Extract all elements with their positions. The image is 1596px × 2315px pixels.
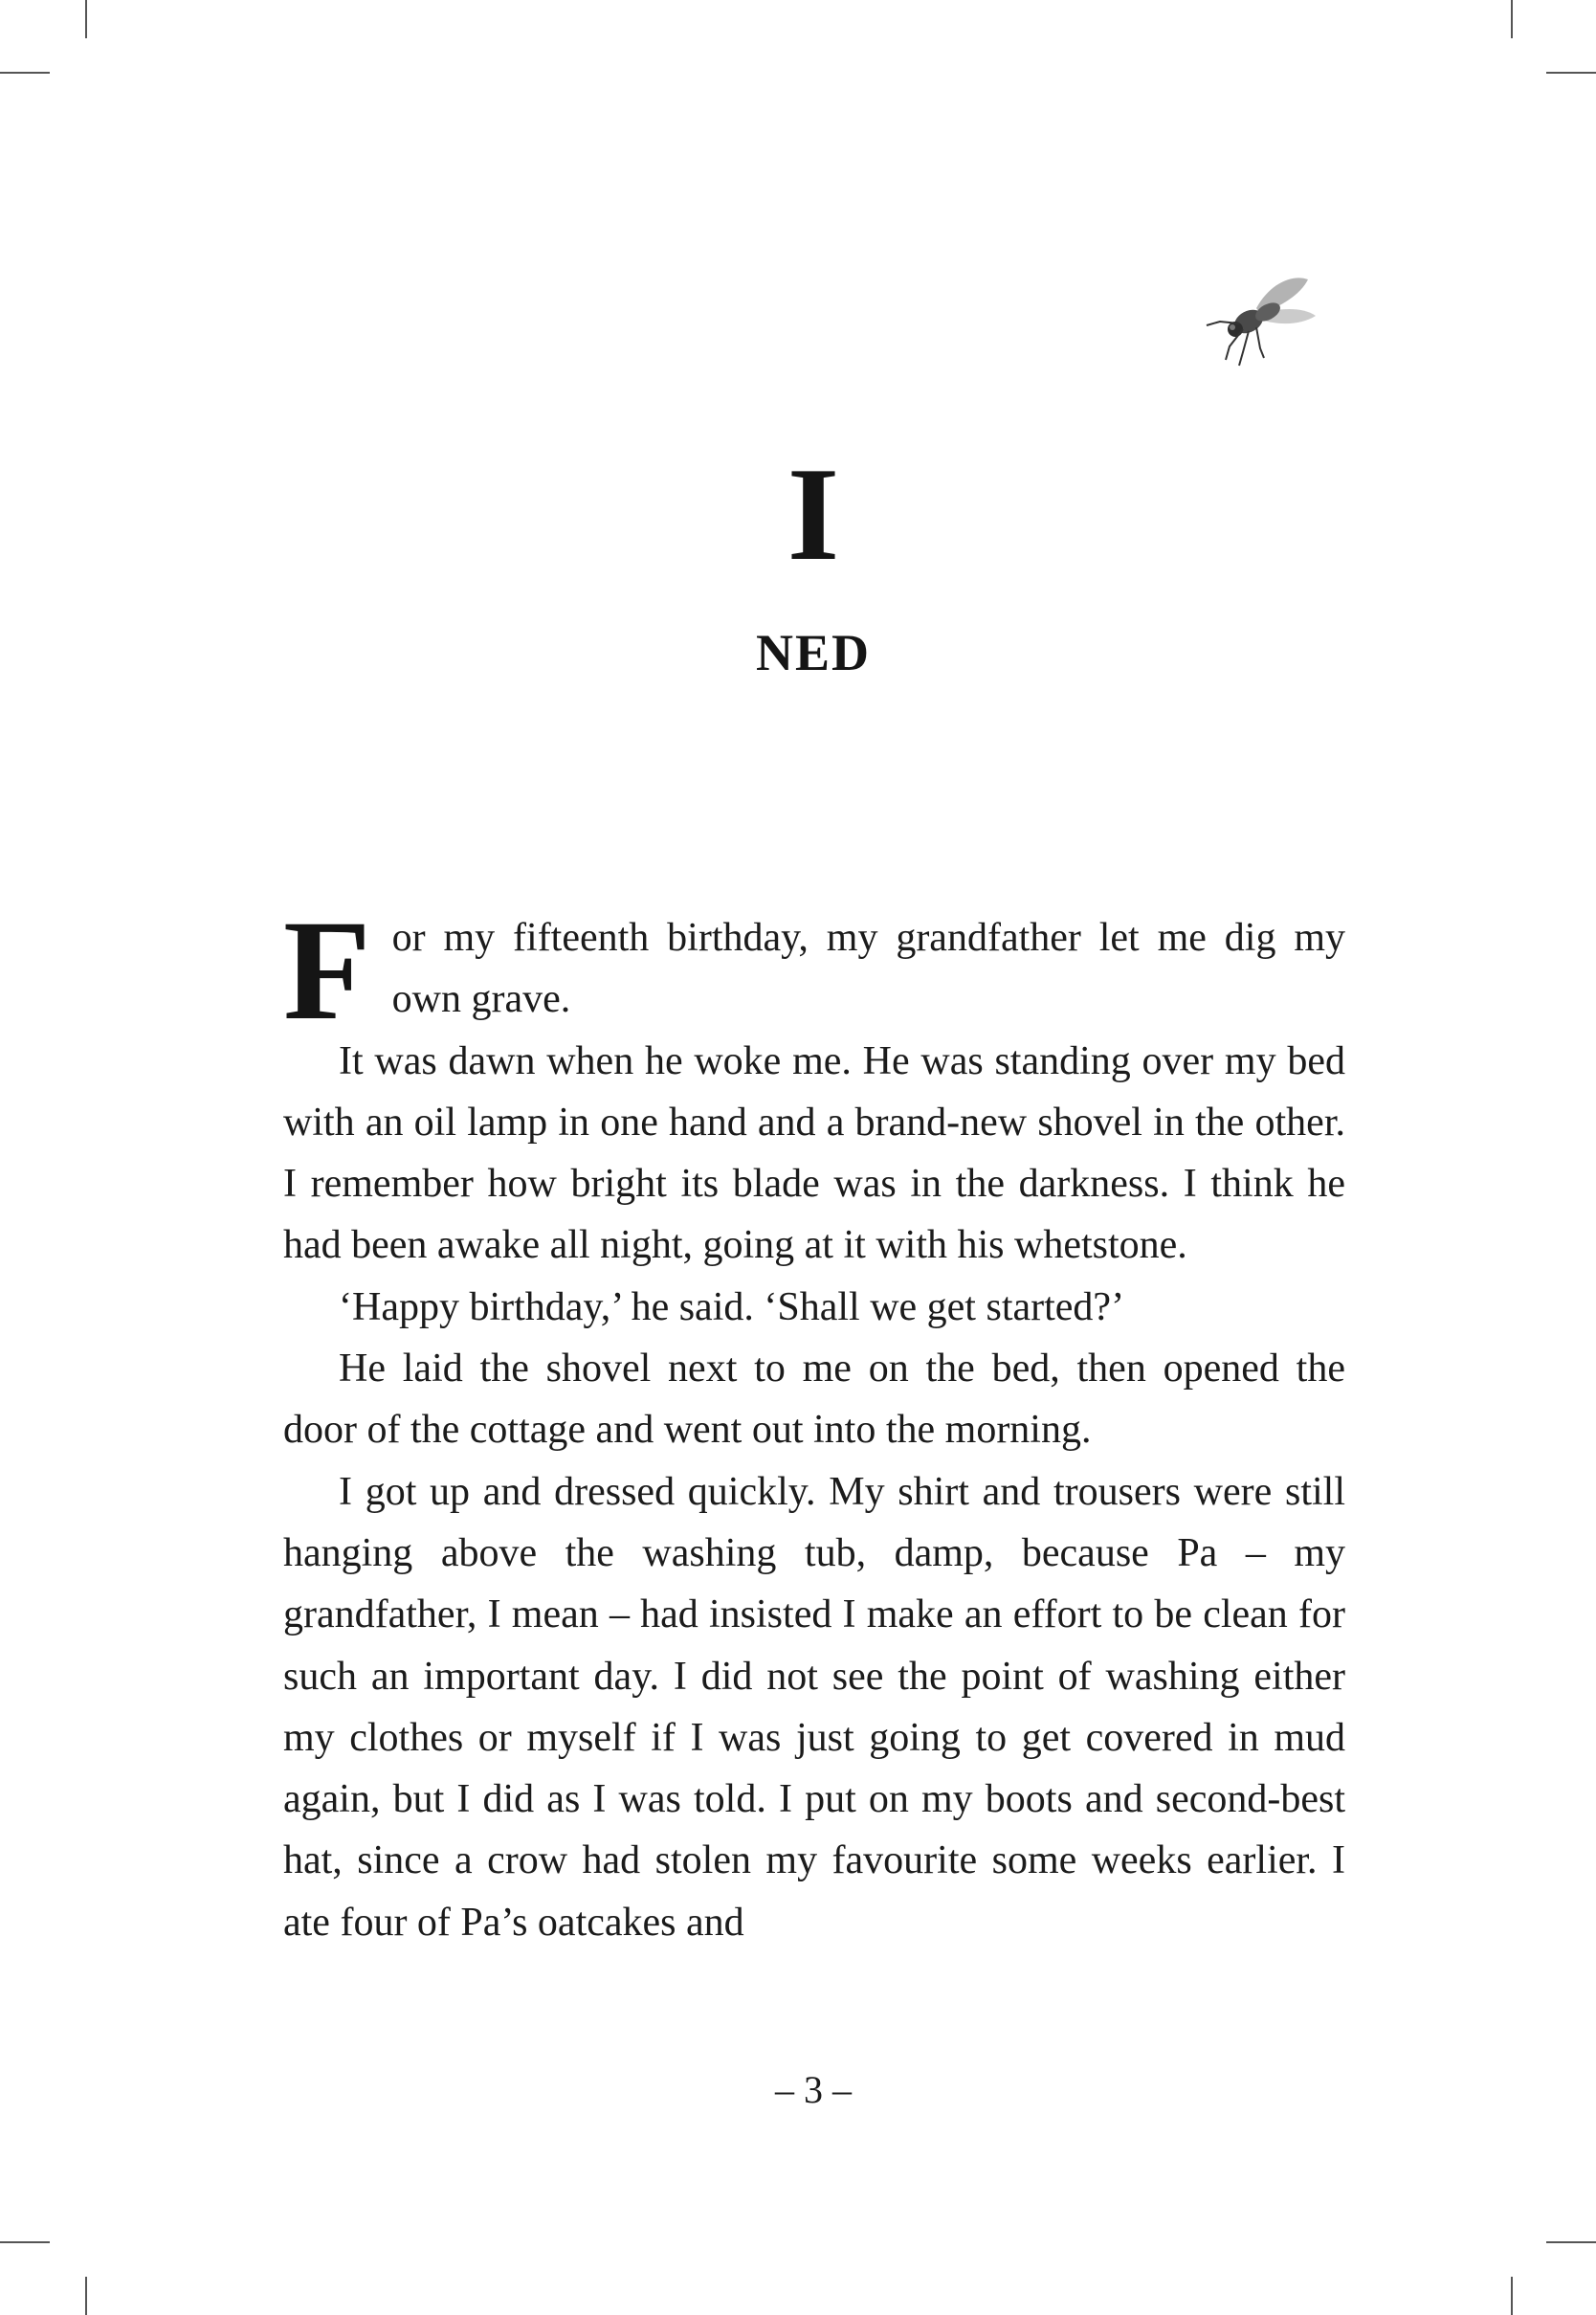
crop-mark <box>85 2277 87 2315</box>
drop-cap: F <box>283 891 371 1050</box>
crop-mark <box>0 72 50 74</box>
crop-mark <box>1546 2241 1596 2243</box>
page-number: – 3 – <box>775 2068 852 2111</box>
body-text <box>283 891 1345 1953</box>
crop-mark <box>1546 72 1596 74</box>
fly-icon <box>1201 266 1321 371</box>
crop-mark <box>0 2241 50 2243</box>
paragraph: It was dawn when he woke me. He was standing over my bed with an oil lamp in one hand and a brand-new shovel in the other. I remember how bright its blade was in the darkness. I think he had been awake all night, going at it with his whetstone. <box>283 1038 1345 1268</box>
crop-mark <box>1511 0 1513 38</box>
paragraph: I got up and dressed quickly. My shirt and trousers were still hanging above the washing tub, damp, because Pa – my grandfather, I mean – had insisted I make an effort to be clean for such an important day. I did not see the point of washing either my clothes or myself if I was just going to get covered in mud again, but I did as I was told. I put on my boots and second-best hat, since a crow had stolen my favourite some weeks earlier. I ate four of Pa’s oatcakes and <box>283 1469 1345 1945</box>
chapter-title: NED <box>755 624 871 681</box>
crop-mark <box>1511 2277 1513 2315</box>
paragraph: ‘Happy birthday,’ he said. ‘Shall we get started?’ <box>339 1284 1125 1329</box>
paragraph-text: or my fifteenth birthday, my grandfather let me dig my own grave. <box>391 916 1345 1022</box>
paragraph <box>283 891 1345 1050</box>
chapter-number: I <box>787 440 840 589</box>
crop-mark <box>85 0 87 38</box>
paragraph: He laid the shovel next to me on the bed, then opened the door of the cottage and went out into the morning. <box>283 1347 1345 1453</box>
